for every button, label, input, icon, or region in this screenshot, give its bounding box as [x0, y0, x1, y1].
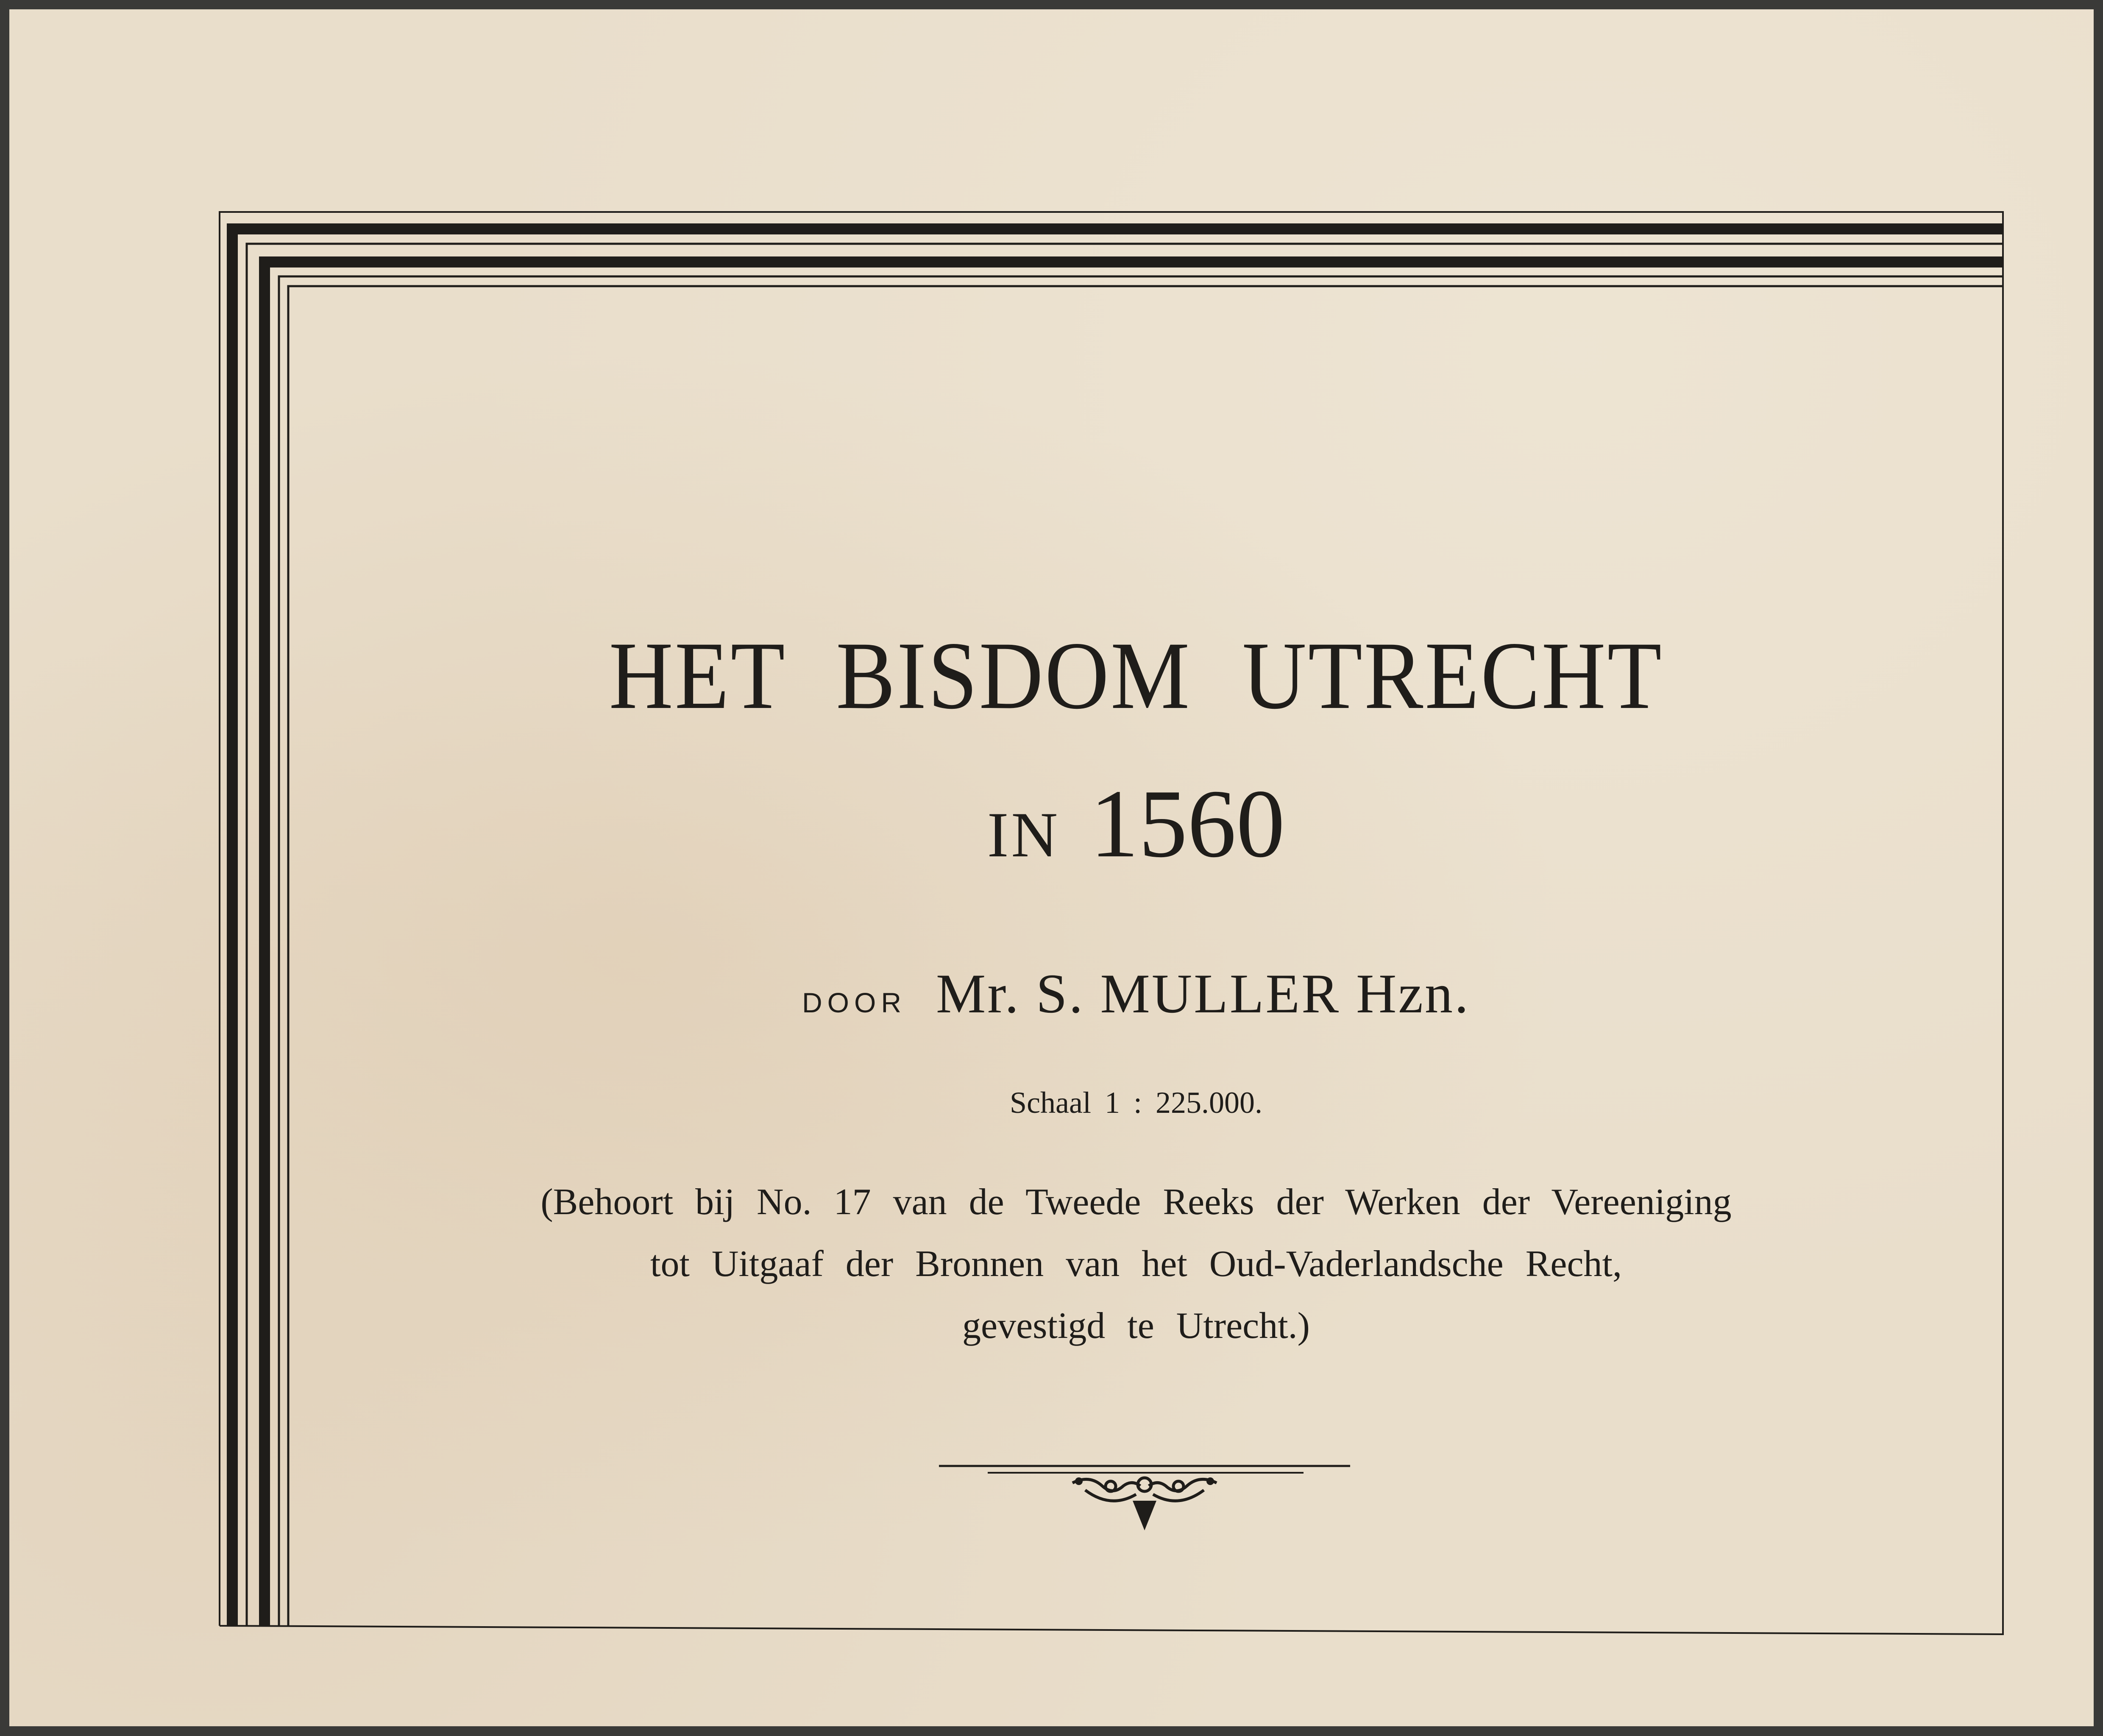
- main-title: HET BISDOM UTRECHT: [609, 622, 1663, 729]
- byline-prefix: DOOR: [802, 987, 906, 1018]
- title-block: [288, 622, 1984, 1357]
- flourish-ornament: [1072, 1478, 1217, 1501]
- author-name: Mr. S. MULLER Hzn.: [936, 962, 1470, 1025]
- publication-note: [288, 1171, 1984, 1357]
- ornament-divider: [939, 1466, 1350, 1530]
- byline: [288, 962, 1984, 1025]
- map-scale: Schaal 1 : 225.000.: [1010, 1086, 1262, 1120]
- note-line-2: tot Uitgaaf der Bronnen van het Oud-Vaderlandsche Recht,: [650, 1243, 1622, 1285]
- title-year: 1560: [1090, 769, 1285, 878]
- title-in-word: IN: [987, 799, 1061, 870]
- note-line-1: (Behoort bij No. 17 van de Tweede Reeks der Werken der Vereeniging: [540, 1181, 1732, 1223]
- note-line-3: gevestigd te Utrecht.): [962, 1305, 1310, 1347]
- title-year-line: [288, 769, 1984, 878]
- flourish-drop: [1133, 1501, 1156, 1530]
